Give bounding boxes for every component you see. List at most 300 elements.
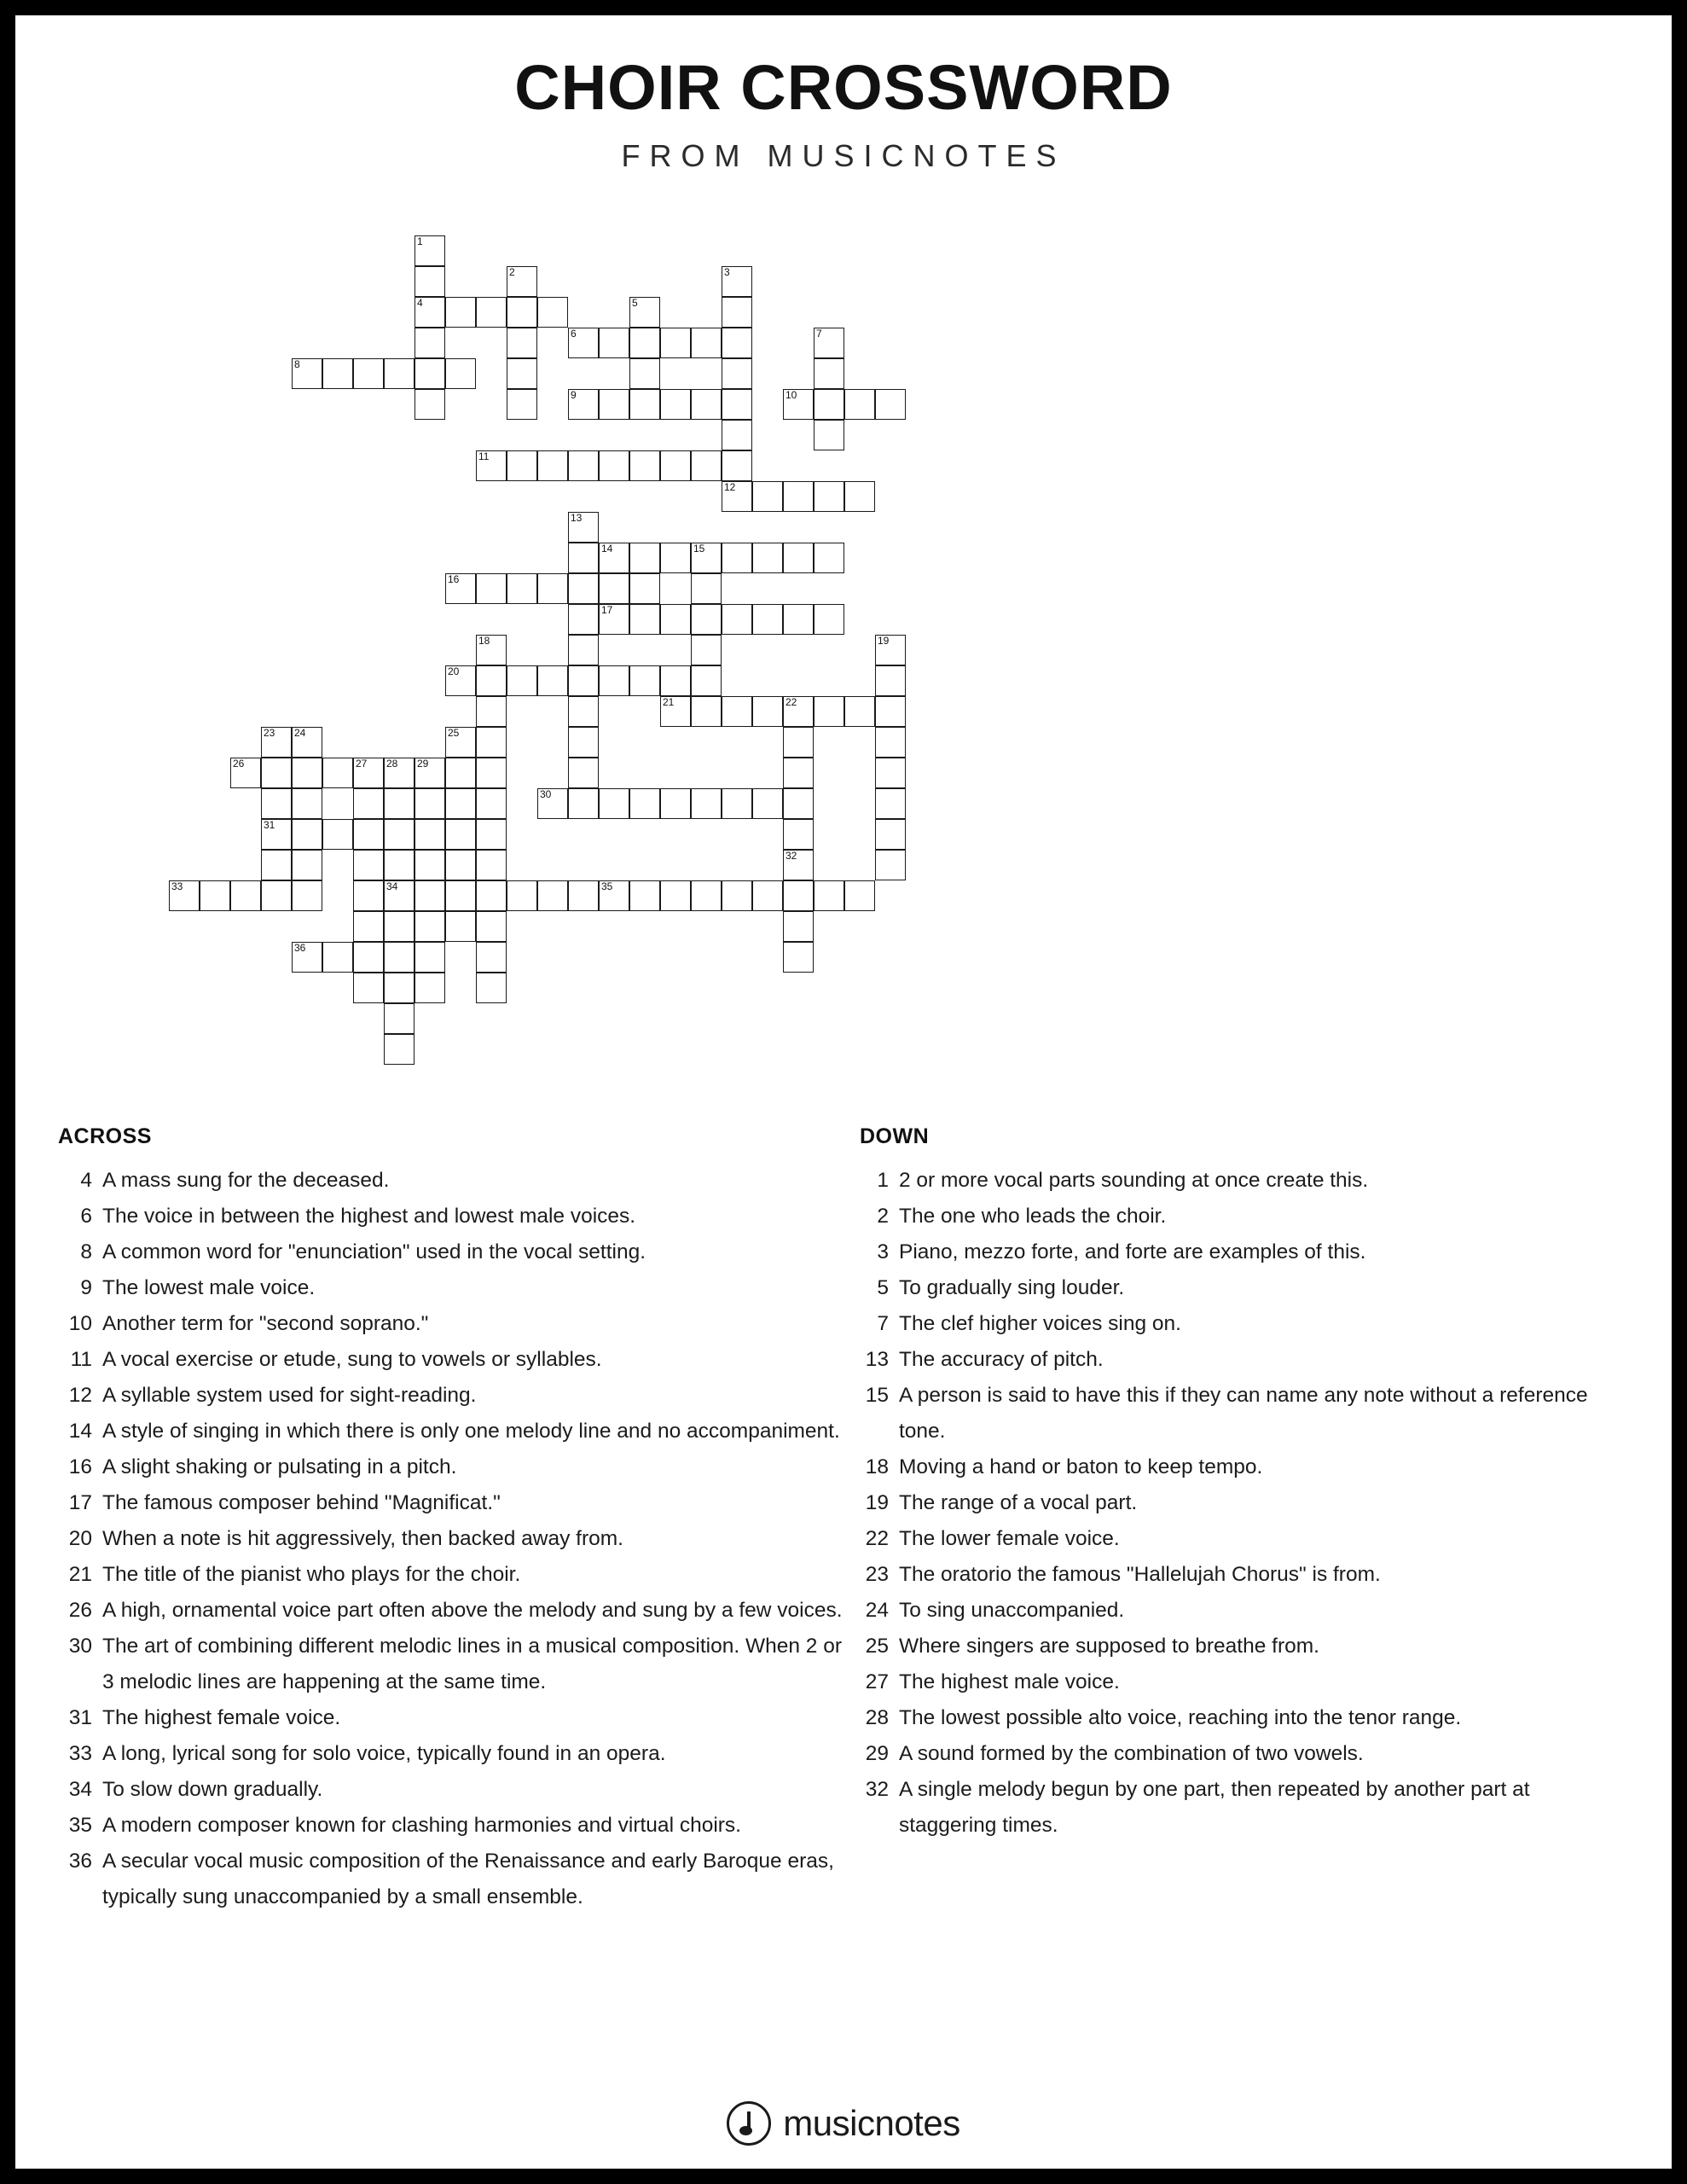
clue-text: When a note is hit aggressively, then backed away from. bbox=[102, 1527, 623, 1550]
crossword-cell[interactable] bbox=[230, 758, 261, 788]
clue-number: 13 bbox=[865, 1348, 889, 1371]
crossword-cell[interactable] bbox=[722, 788, 752, 819]
crossword-cell[interactable] bbox=[476, 635, 507, 665]
crossword-cell[interactable] bbox=[599, 389, 629, 420]
crossword-grid[interactable] bbox=[15, 235, 1672, 1140]
crossword-cell[interactable] bbox=[353, 880, 384, 911]
crossword-cell[interactable] bbox=[445, 819, 476, 850]
down-heading: DOWN bbox=[860, 1124, 930, 1148]
crossword-cell[interactable] bbox=[353, 358, 384, 389]
clue-text: Another term for "second soprano." bbox=[102, 1312, 429, 1335]
crossword-cell[interactable] bbox=[722, 358, 752, 389]
clue-text: To sing unaccompanied. bbox=[899, 1599, 1125, 1622]
crossword-cell[interactable] bbox=[629, 573, 660, 604]
clue-text: The highest female voice. bbox=[102, 1706, 341, 1729]
crossword-cell[interactable] bbox=[844, 880, 875, 911]
crossword-cell[interactable] bbox=[384, 942, 415, 973]
clue-item bbox=[58, 1808, 851, 1844]
crossword-cell[interactable] bbox=[691, 389, 722, 420]
clue-item bbox=[58, 1306, 851, 1342]
crossword-cell[interactable] bbox=[322, 358, 353, 389]
crossword-cell[interactable] bbox=[353, 850, 384, 880]
crossword-cell[interactable] bbox=[629, 665, 660, 696]
crossword-cell[interactable] bbox=[814, 420, 844, 450]
crossword-cell[interactable] bbox=[445, 573, 476, 604]
crossword-cell[interactable] bbox=[599, 328, 629, 358]
crossword-cell[interactable] bbox=[445, 788, 476, 819]
crossword-cell[interactable] bbox=[476, 850, 507, 880]
clue-number: 10 bbox=[68, 1312, 92, 1335]
crossword-cell[interactable] bbox=[507, 328, 537, 358]
crossword-cell[interactable] bbox=[384, 1034, 415, 1065]
crossword-cell[interactable] bbox=[752, 543, 783, 573]
clue-text: The highest male voice. bbox=[899, 1670, 1120, 1693]
crossword-cell[interactable] bbox=[476, 880, 507, 911]
crossword-cell[interactable] bbox=[568, 665, 599, 696]
cell-number: 31 bbox=[264, 819, 275, 831]
crossword-cell[interactable] bbox=[292, 758, 322, 788]
crossword-cell[interactable] bbox=[599, 604, 629, 635]
clue-text: The famous composer behind "Magnificat." bbox=[102, 1491, 501, 1514]
crossword-cell[interactable] bbox=[722, 450, 752, 481]
cell-number: 32 bbox=[786, 850, 797, 862]
crossword-cell[interactable] bbox=[537, 573, 568, 604]
crossword-cell[interactable] bbox=[660, 788, 691, 819]
crossword-cell[interactable] bbox=[353, 973, 384, 1003]
clue-text: A long, lyrical song for solo voice, typically found in an opera. bbox=[102, 1742, 666, 1765]
crossword-cell[interactable] bbox=[691, 573, 722, 604]
crossword-cell[interactable] bbox=[292, 880, 322, 911]
clue-item bbox=[860, 1593, 1619, 1629]
clue-text: A sound formed by the combination of two vowels. bbox=[899, 1742, 1364, 1765]
crossword-cell[interactable] bbox=[875, 727, 906, 758]
crossword-cell[interactable] bbox=[875, 389, 906, 420]
crossword-cell[interactable] bbox=[814, 481, 844, 512]
crossword-cell[interactable] bbox=[752, 696, 783, 727]
crossword-cell[interactable] bbox=[629, 543, 660, 573]
crossword-cell[interactable] bbox=[814, 389, 844, 420]
crossword-cell[interactable] bbox=[691, 450, 722, 481]
crossword-cell[interactable] bbox=[752, 880, 783, 911]
crossword-cell[interactable] bbox=[875, 635, 906, 665]
clue-text: To gradually sing louder. bbox=[899, 1276, 1125, 1299]
clue-number: 11 bbox=[70, 1348, 92, 1371]
crossword-cell[interactable] bbox=[722, 328, 752, 358]
cell-number: 22 bbox=[786, 696, 797, 708]
crossword-cell[interactable] bbox=[568, 512, 599, 543]
crossword-cell[interactable] bbox=[292, 788, 322, 819]
clue-item bbox=[860, 1521, 1619, 1557]
crossword-cell[interactable] bbox=[814, 696, 844, 727]
crossword-cell[interactable] bbox=[415, 819, 445, 850]
crossword-cell[interactable] bbox=[476, 788, 507, 819]
crossword-cell[interactable] bbox=[722, 604, 752, 635]
clue-number: 16 bbox=[68, 1455, 92, 1478]
crossword-cell[interactable] bbox=[568, 788, 599, 819]
crossword-cell[interactable] bbox=[353, 911, 384, 942]
crossword-cell[interactable] bbox=[568, 635, 599, 665]
clue-number: 21 bbox=[68, 1563, 92, 1586]
crossword-cell[interactable] bbox=[691, 604, 722, 635]
clue-number: 22 bbox=[865, 1527, 889, 1550]
crossword-cell[interactable] bbox=[476, 727, 507, 758]
crossword-cell[interactable] bbox=[629, 788, 660, 819]
crossword-cell[interactable] bbox=[322, 942, 353, 973]
cell-number: 8 bbox=[294, 358, 300, 370]
clue-item bbox=[58, 1521, 851, 1557]
cell-number: 19 bbox=[878, 635, 890, 647]
crossword-cell[interactable] bbox=[445, 727, 476, 758]
crossword-cell[interactable] bbox=[322, 819, 353, 850]
crossword-cell[interactable] bbox=[507, 266, 537, 297]
crossword-cell[interactable] bbox=[384, 358, 415, 389]
cell-number: 36 bbox=[294, 942, 306, 954]
crossword-cell[interactable] bbox=[445, 850, 476, 880]
crossword-cell[interactable] bbox=[415, 850, 445, 880]
cell-number: 15 bbox=[693, 543, 705, 555]
crossword-cell[interactable] bbox=[629, 450, 660, 481]
crossword-cell[interactable] bbox=[783, 819, 814, 850]
crossword-cell[interactable] bbox=[415, 266, 445, 297]
clue-number: 2 bbox=[877, 1205, 889, 1228]
clue-text: A slight shaking or pulsating in a pitch. bbox=[102, 1455, 457, 1478]
crossword-cell[interactable] bbox=[384, 973, 415, 1003]
crossword-cell[interactable] bbox=[445, 758, 476, 788]
crossword-cell[interactable] bbox=[353, 819, 384, 850]
clue-item bbox=[58, 1234, 851, 1270]
crossword-cell[interactable] bbox=[783, 696, 814, 727]
crossword-cell[interactable] bbox=[599, 788, 629, 819]
crossword-cell[interactable] bbox=[507, 880, 537, 911]
crossword-cell[interactable] bbox=[783, 389, 814, 420]
clue-number: 34 bbox=[68, 1778, 92, 1801]
crossword-cell[interactable] bbox=[629, 358, 660, 389]
crossword-cell[interactable] bbox=[169, 880, 200, 911]
crossword-cell[interactable] bbox=[875, 819, 906, 850]
clue-item bbox=[860, 1700, 1619, 1736]
clue-item bbox=[58, 1163, 851, 1199]
cell-number: 6 bbox=[571, 328, 577, 340]
clue-text: A person is said to have this if they can name any note without a reference tone. bbox=[899, 1384, 1588, 1443]
clue-item bbox=[58, 1342, 851, 1378]
crossword-cell[interactable] bbox=[322, 758, 353, 788]
crossword-cell[interactable] bbox=[814, 604, 844, 635]
crossword-cell[interactable] bbox=[660, 389, 691, 420]
clue-text: A style of singing in which there is only one melody line and no accompaniment. bbox=[102, 1420, 840, 1443]
crossword-cell[interactable] bbox=[537, 788, 568, 819]
crossword-cell[interactable] bbox=[415, 389, 445, 420]
crossword-cell[interactable] bbox=[599, 450, 629, 481]
crossword-cell[interactable] bbox=[476, 573, 507, 604]
crossword-cell[interactable] bbox=[415, 880, 445, 911]
crossword-cell[interactable] bbox=[445, 911, 476, 942]
clue-number: 7 bbox=[877, 1312, 889, 1335]
crossword-cell[interactable] bbox=[875, 788, 906, 819]
crossword-cell[interactable] bbox=[783, 604, 814, 635]
crossword-cell[interactable] bbox=[660, 328, 691, 358]
crossword-cell[interactable] bbox=[261, 727, 292, 758]
crossword-cell[interactable] bbox=[476, 696, 507, 727]
crossword-cell[interactable] bbox=[476, 819, 507, 850]
crossword-cell[interactable] bbox=[415, 942, 445, 973]
clue-text: The clef higher voices sing on. bbox=[899, 1312, 1181, 1335]
clue-number: 17 bbox=[68, 1491, 92, 1514]
crossword-cell[interactable] bbox=[507, 450, 537, 481]
crossword-cell[interactable] bbox=[537, 880, 568, 911]
crossword-cell[interactable] bbox=[629, 297, 660, 328]
clue-item bbox=[860, 1664, 1619, 1700]
crossword-cell[interactable] bbox=[783, 788, 814, 819]
crossword-cell[interactable] bbox=[722, 696, 752, 727]
clue-text: The art of combining different melodic lines in a musical composition. When 2 or 3 melodic lines are happening at the same time. bbox=[102, 1635, 842, 1693]
crossword-cell[interactable] bbox=[537, 665, 568, 696]
crossword-cell[interactable] bbox=[415, 328, 445, 358]
crossword-cell[interactable] bbox=[783, 727, 814, 758]
crossword-cell[interactable] bbox=[783, 543, 814, 573]
crossword-cell[interactable] bbox=[476, 942, 507, 973]
crossword-cell[interactable] bbox=[660, 543, 691, 573]
crossword-cell[interactable] bbox=[783, 911, 814, 942]
crossword-cell[interactable] bbox=[660, 696, 691, 727]
crossword-cell[interactable] bbox=[568, 573, 599, 604]
crossword-cell[interactable] bbox=[507, 389, 537, 420]
crossword-cell[interactable] bbox=[722, 297, 752, 328]
clue-item bbox=[860, 1342, 1619, 1378]
crossword-cell[interactable] bbox=[261, 880, 292, 911]
crossword-cell[interactable] bbox=[353, 788, 384, 819]
crossword-cell[interactable] bbox=[722, 880, 752, 911]
crossword-cell[interactable] bbox=[599, 665, 629, 696]
crossword-cell[interactable] bbox=[415, 758, 445, 788]
crossword-cell[interactable] bbox=[844, 481, 875, 512]
crossword-cell[interactable] bbox=[415, 235, 445, 266]
crossword-cell[interactable] bbox=[875, 850, 906, 880]
crossword-cell[interactable] bbox=[844, 696, 875, 727]
crossword-cell[interactable] bbox=[629, 389, 660, 420]
crossword-cell[interactable] bbox=[415, 911, 445, 942]
crossword-cell[interactable] bbox=[691, 880, 722, 911]
down-column bbox=[851, 1124, 1619, 1844]
crossword-cell[interactable] bbox=[660, 880, 691, 911]
crossword-cell[interactable] bbox=[783, 942, 814, 973]
clue-item bbox=[58, 1270, 851, 1306]
crossword-cell[interactable] bbox=[691, 328, 722, 358]
cell-number: 23 bbox=[264, 727, 275, 739]
clue-number: 31 bbox=[68, 1706, 92, 1729]
clue-text: The one who leads the choir. bbox=[899, 1205, 1167, 1228]
cell-number: 27 bbox=[356, 758, 368, 770]
crossword-cell[interactable] bbox=[415, 788, 445, 819]
crossword-cell[interactable] bbox=[599, 543, 629, 573]
clue-text: A high, ornamental voice part often above the melody and sung by a few voices. bbox=[102, 1599, 843, 1622]
crossword-cell[interactable] bbox=[261, 788, 292, 819]
crossword-cell[interactable] bbox=[599, 880, 629, 911]
clue-item bbox=[58, 1700, 851, 1736]
clue-number: 6 bbox=[80, 1205, 92, 1228]
crossword-cell[interactable] bbox=[599, 573, 629, 604]
cell-number: 11 bbox=[478, 450, 490, 462]
clue-number: 14 bbox=[68, 1420, 92, 1443]
crossword-cell[interactable] bbox=[476, 665, 507, 696]
cell-number: 35 bbox=[601, 880, 613, 892]
crossword-cell[interactable] bbox=[629, 328, 660, 358]
crossword-cell[interactable] bbox=[568, 880, 599, 911]
crossword-cell[interactable] bbox=[384, 758, 415, 788]
clue-item bbox=[860, 1234, 1619, 1270]
clue-text: The title of the pianist who plays for the choir. bbox=[102, 1563, 521, 1586]
clue-item bbox=[58, 1629, 851, 1700]
crossword-cell[interactable] bbox=[476, 758, 507, 788]
clue-item bbox=[58, 1485, 851, 1521]
crossword-cell[interactable] bbox=[476, 973, 507, 1003]
crossword-cell[interactable] bbox=[629, 604, 660, 635]
clue-number: 25 bbox=[865, 1635, 889, 1658]
crossword-cell[interactable] bbox=[814, 358, 844, 389]
crossword-cell[interactable] bbox=[568, 543, 599, 573]
crossword-cell[interactable] bbox=[691, 696, 722, 727]
crossword-cell[interactable] bbox=[384, 911, 415, 942]
crossword-cell[interactable] bbox=[752, 604, 783, 635]
clue-number: 4 bbox=[80, 1169, 92, 1192]
crossword-cell[interactable] bbox=[814, 328, 844, 358]
cell-number: 12 bbox=[724, 481, 736, 493]
crossword-cell[interactable] bbox=[476, 450, 507, 481]
crossword-cell[interactable] bbox=[722, 420, 752, 450]
crossword-cell[interactable] bbox=[568, 389, 599, 420]
worksheet-page bbox=[15, 15, 1672, 2169]
crossword-cell[interactable] bbox=[783, 850, 814, 880]
cell-number: 30 bbox=[540, 788, 552, 800]
crossword-cell[interactable] bbox=[384, 819, 415, 850]
crossword-cell[interactable] bbox=[568, 604, 599, 635]
crossword-cell[interactable] bbox=[507, 297, 537, 328]
crossword-cell[interactable] bbox=[415, 297, 445, 328]
crossword-cell[interactable] bbox=[814, 880, 844, 911]
crossword-cell[interactable] bbox=[722, 543, 752, 573]
crossword-cell[interactable] bbox=[568, 696, 599, 727]
clue-text: Where singers are supposed to breathe from. bbox=[899, 1635, 1319, 1658]
clue-item bbox=[860, 1199, 1619, 1234]
cell-number: 9 bbox=[571, 389, 577, 401]
crossword-cell[interactable] bbox=[783, 880, 814, 911]
cell-number: 18 bbox=[478, 635, 490, 647]
clue-text: A single melody begun by one part, then repeated by another part at staggering times. bbox=[899, 1778, 1530, 1837]
crossword-cell[interactable] bbox=[384, 880, 415, 911]
crossword-cell[interactable] bbox=[752, 788, 783, 819]
crossword-cell[interactable] bbox=[875, 696, 906, 727]
cell-number: 3 bbox=[724, 266, 730, 278]
crossword-cell[interactable] bbox=[292, 358, 322, 389]
clue-item bbox=[860, 1772, 1619, 1844]
crossword-cell[interactable] bbox=[476, 297, 507, 328]
crossword-cell[interactable] bbox=[783, 481, 814, 512]
crossword-cell[interactable] bbox=[660, 665, 691, 696]
crossword-cell[interactable] bbox=[783, 758, 814, 788]
cell-number: 16 bbox=[448, 573, 460, 585]
clue-number: 28 bbox=[865, 1706, 889, 1729]
crossword-cell[interactable] bbox=[415, 973, 445, 1003]
crossword-cell[interactable] bbox=[660, 450, 691, 481]
crossword-cell[interactable] bbox=[568, 727, 599, 758]
clue-item bbox=[860, 1306, 1619, 1342]
cell-number: 26 bbox=[233, 758, 245, 770]
clue-number: 5 bbox=[877, 1276, 889, 1299]
crossword-cell[interactable] bbox=[568, 758, 599, 788]
crossword-cell[interactable] bbox=[261, 758, 292, 788]
crossword-cell[interactable] bbox=[353, 758, 384, 788]
cell-number: 20 bbox=[448, 665, 460, 677]
crossword-cell[interactable] bbox=[384, 850, 415, 880]
crossword-cell[interactable] bbox=[292, 819, 322, 850]
crossword-cell[interactable] bbox=[875, 758, 906, 788]
cell-number: 5 bbox=[632, 297, 638, 309]
crossword-cell[interactable] bbox=[445, 665, 476, 696]
crossword-cell[interactable] bbox=[507, 573, 537, 604]
crossword-cell[interactable] bbox=[722, 389, 752, 420]
crossword-cell[interactable] bbox=[476, 911, 507, 942]
crossword-cell[interactable] bbox=[415, 358, 445, 389]
crossword-cell[interactable] bbox=[261, 850, 292, 880]
crossword-cell[interactable] bbox=[292, 727, 322, 758]
crossword-cell[interactable] bbox=[445, 297, 476, 328]
clue-item bbox=[58, 1557, 851, 1593]
clue-text: The lower female voice. bbox=[899, 1527, 1120, 1550]
across-column bbox=[15, 1124, 851, 1915]
clue-item bbox=[58, 1593, 851, 1629]
crossword-cell[interactable] bbox=[537, 450, 568, 481]
crossword-cell[interactable] bbox=[292, 850, 322, 880]
clue-text: A modern composer known for clashing harmonies and virtual choirs. bbox=[102, 1814, 741, 1837]
crossword-cell[interactable] bbox=[353, 942, 384, 973]
cell-number: 17 bbox=[601, 604, 613, 616]
crossword-cell[interactable] bbox=[384, 1003, 415, 1034]
crossword-cell[interactable] bbox=[691, 788, 722, 819]
clue-text: The lowest possible alto voice, reaching into the tenor range. bbox=[899, 1706, 1462, 1729]
cell-number: 29 bbox=[417, 758, 429, 770]
crossword-cell[interactable] bbox=[261, 819, 292, 850]
clue-number: 1 bbox=[877, 1169, 889, 1192]
crossword-cell[interactable] bbox=[568, 450, 599, 481]
crossword-cell[interactable] bbox=[691, 665, 722, 696]
crossword-cell[interactable] bbox=[691, 543, 722, 573]
crossword-cell[interactable] bbox=[814, 543, 844, 573]
clues-section bbox=[15, 1124, 1672, 1915]
crossword-cell[interactable] bbox=[691, 635, 722, 665]
crossword-cell[interactable] bbox=[629, 880, 660, 911]
crossword-cell[interactable] bbox=[660, 604, 691, 635]
crossword-cell[interactable] bbox=[507, 665, 537, 696]
crossword-cell[interactable] bbox=[200, 880, 230, 911]
clue-number: 24 bbox=[865, 1599, 889, 1622]
crossword-cell[interactable] bbox=[568, 328, 599, 358]
crossword-cell[interactable] bbox=[722, 481, 752, 512]
crossword-cell[interactable] bbox=[875, 665, 906, 696]
clue-number: 18 bbox=[865, 1455, 889, 1478]
crossword-cell[interactable] bbox=[752, 481, 783, 512]
clue-number: 8 bbox=[80, 1240, 92, 1263]
cell-number: 2 bbox=[509, 266, 515, 278]
crossword-cell[interactable] bbox=[445, 358, 476, 389]
crossword-cell[interactable] bbox=[844, 389, 875, 420]
crossword-cell[interactable] bbox=[384, 788, 415, 819]
crossword-cell[interactable] bbox=[537, 297, 568, 328]
crossword-cell[interactable] bbox=[230, 880, 261, 911]
clue-item bbox=[58, 1844, 851, 1915]
crossword-cell[interactable] bbox=[445, 880, 476, 911]
crossword-cell[interactable] bbox=[507, 358, 537, 389]
crossword-cell[interactable] bbox=[722, 266, 752, 297]
crossword-cell[interactable] bbox=[292, 942, 322, 973]
